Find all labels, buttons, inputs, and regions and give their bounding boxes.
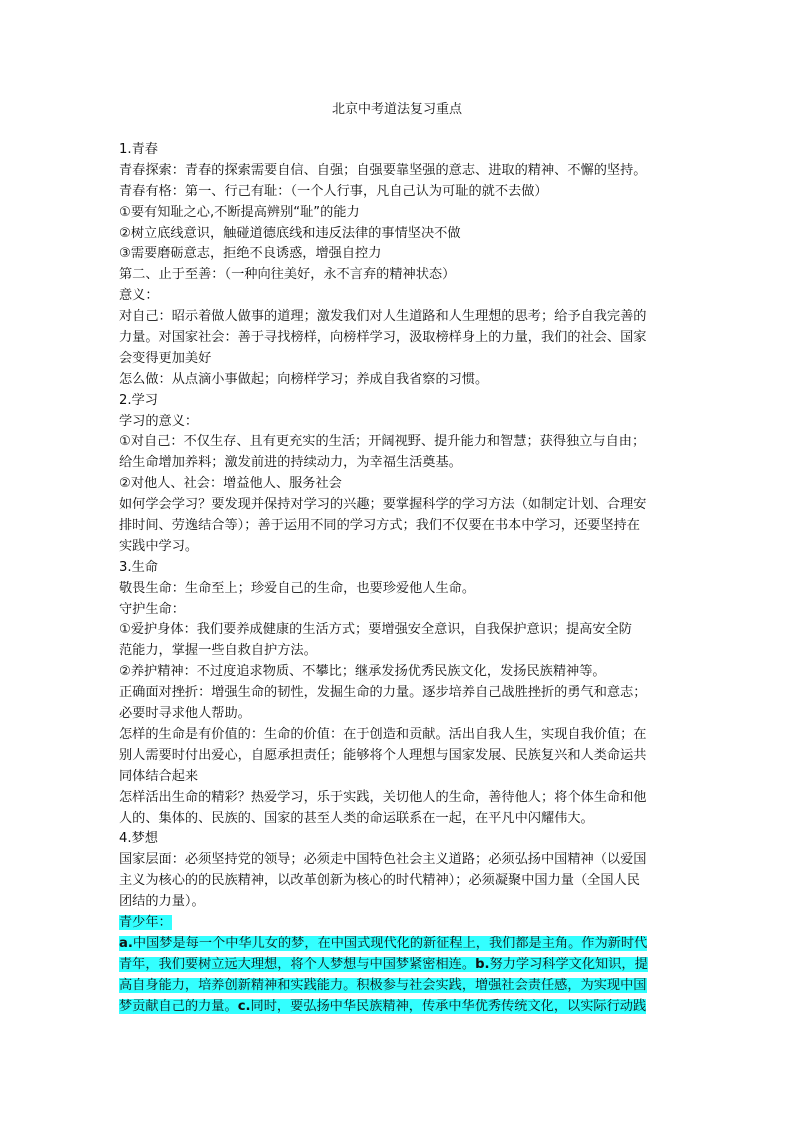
highlight-text: 梦贡献自己的力量。 xyxy=(119,998,238,1014)
text-line: 排时间、劳逸结合等）；善于运用不同的学习方式；我们不仅要在书本中学习，还要坚持在 xyxy=(119,518,640,534)
text-line: ①爱护身体：我们要养成健康的生活方式；要增强安全意识，自我保护意识；提高安全防 xyxy=(119,622,632,638)
text-line: 3.生命 xyxy=(119,559,158,575)
highlight-line-1 xyxy=(119,934,681,955)
highlight-label-line xyxy=(119,913,681,934)
text-line: 1.青春 xyxy=(119,142,158,157)
text-line: 怎么做：从点滴小事做起；向榜样学习；养成自我省察的习惯。 xyxy=(119,371,489,387)
text-line: 人的、集体的、民族的、国家的甚至人类的命运联系在一起，在平凡中闪耀伟大。 xyxy=(119,810,594,826)
text-line: ①要有知耻之心,不断提高辨别“耻”的能力 xyxy=(119,204,360,220)
highlight-text: 同时，要弘扬中华民族精神，传承中华优秀传统文化，以实际行动践 xyxy=(250,998,647,1014)
text-line: 别人需要时付出爱心，自愿承担责任；能够将个人理想与国家发展、民族复兴和人类命运共 xyxy=(119,747,647,763)
text-line: 如何学会学习？要发现并保持对学习的兴趣；要掌握科学的学习方法（如制定计划、合理安 xyxy=(119,497,647,513)
text-line: 4.梦想 xyxy=(119,831,158,847)
highlight-line-4 xyxy=(119,997,681,1018)
text-line: 主义为核心的的民族精神，以改革创新为核心的时代精神）；必须凝聚中国力量（全国人民 xyxy=(119,873,640,889)
highlight-text: 中国梦是每一个中华儿女的梦，在中国式现代化的新征程上，我们都是主角。作为新时代 xyxy=(132,935,648,951)
text-line: 给生命增加养料；激发前进的持续动力，为幸福生活奠基。 xyxy=(119,455,462,471)
text-line: 意义： xyxy=(119,288,159,304)
text-line: 会变得更加美好 xyxy=(119,350,212,366)
text-line: 守护生命： xyxy=(119,601,185,617)
text-line: 国家层面：必须坚持党的领导；必须走中国特色社会主义道路；必须弘扬中国精神（以爱国 xyxy=(119,852,647,868)
text-line: 正确面对挫折：增强生命的韧性，发掘生命的力量。逐步培养自己战胜挫折的勇气和意志； xyxy=(119,685,647,701)
text-line: 青春探索：青春的探索需要自信、自强；自强要靠坚强的意志、进取的精神、不懈的坚持。 xyxy=(119,162,647,178)
text-line: 怎样的生命是有价值的：生命的价值：在于创造和贡献。活出自我人生，实现自我价值；在 xyxy=(119,726,647,742)
text-line: ②养护精神：不过度追求物质、不攀比；继承发扬优秀民族文化，发扬民族精神等。 xyxy=(119,664,606,680)
text-line: 2.学习 xyxy=(119,392,158,408)
highlight-text: 努力学习科学文化知识，提 xyxy=(489,956,648,972)
text-line: 团结的力量）。 xyxy=(119,894,205,910)
highlight-line-2 xyxy=(119,955,681,976)
text-line: 力量。对国家社会：善于寻找榜样，向榜样学习，汲取榜样身上的力量，我们的社会、国家 xyxy=(119,330,647,346)
marker-b: b. xyxy=(475,956,490,972)
text-line: 必要时寻求他人帮助。 xyxy=(119,706,251,722)
text-line: 学习的意义： xyxy=(119,413,199,429)
text-line: 怎样活出生命的精彩？热爱学习，乐于实践，关切他人的生命，善待他人；将个体生命和他 xyxy=(119,789,647,805)
text-line: 青春有格：第一、行己有耻：（一个人行事，凡自己认为可耻的就不去做） xyxy=(119,183,548,199)
document-title: 北京中考道法复习重点 xyxy=(331,102,462,117)
text-line: 范能力，掌握一些自救自护方法。 xyxy=(119,643,317,659)
highlight-label: 青少年： xyxy=(119,914,172,930)
marker-a: a. xyxy=(119,935,133,951)
text-line: 第二、止于至善：（一种向往美好，永不言弃的精神状态） xyxy=(119,267,456,283)
text-line: 同体结合起来 xyxy=(119,768,199,784)
text-line: ②树立底线意识，触碰道德底线和违反法律的事情坚决不做 xyxy=(119,225,461,241)
text-line: ②对他人、社会：增益他人、服务社会 xyxy=(119,476,342,492)
text-line: ③需要磨砺意志，拒绝不良诱惑，增强自控力 xyxy=(119,246,382,262)
highlight-line-3 xyxy=(119,976,681,997)
text-line: ①对自己：不仅生存、且有更充实的生活；开阔视野、提升能力和智慧；获得独立与自由； xyxy=(119,434,646,450)
text-line: 敬畏生命：生命至上；珍爱自己的生命，也要珍爱他人生命。 xyxy=(119,580,476,596)
marker-c: c. xyxy=(237,998,251,1014)
highlight-text: 青年，我们要树立远大理想，将个人梦想与中国梦紧密相连。 xyxy=(119,956,476,972)
document-body xyxy=(119,140,681,1017)
highlight-text: 高自身能力，培养创新精神和实践能力。积极参与社会实践，增强社会责任感，为实现中国 xyxy=(119,977,647,993)
text-line: 实践中学习。 xyxy=(119,538,199,554)
text-line: 对自己：昭示着做人做事的道理；激发我们对人生道路和人生理想的思考；给予自我完善的 xyxy=(119,309,647,325)
